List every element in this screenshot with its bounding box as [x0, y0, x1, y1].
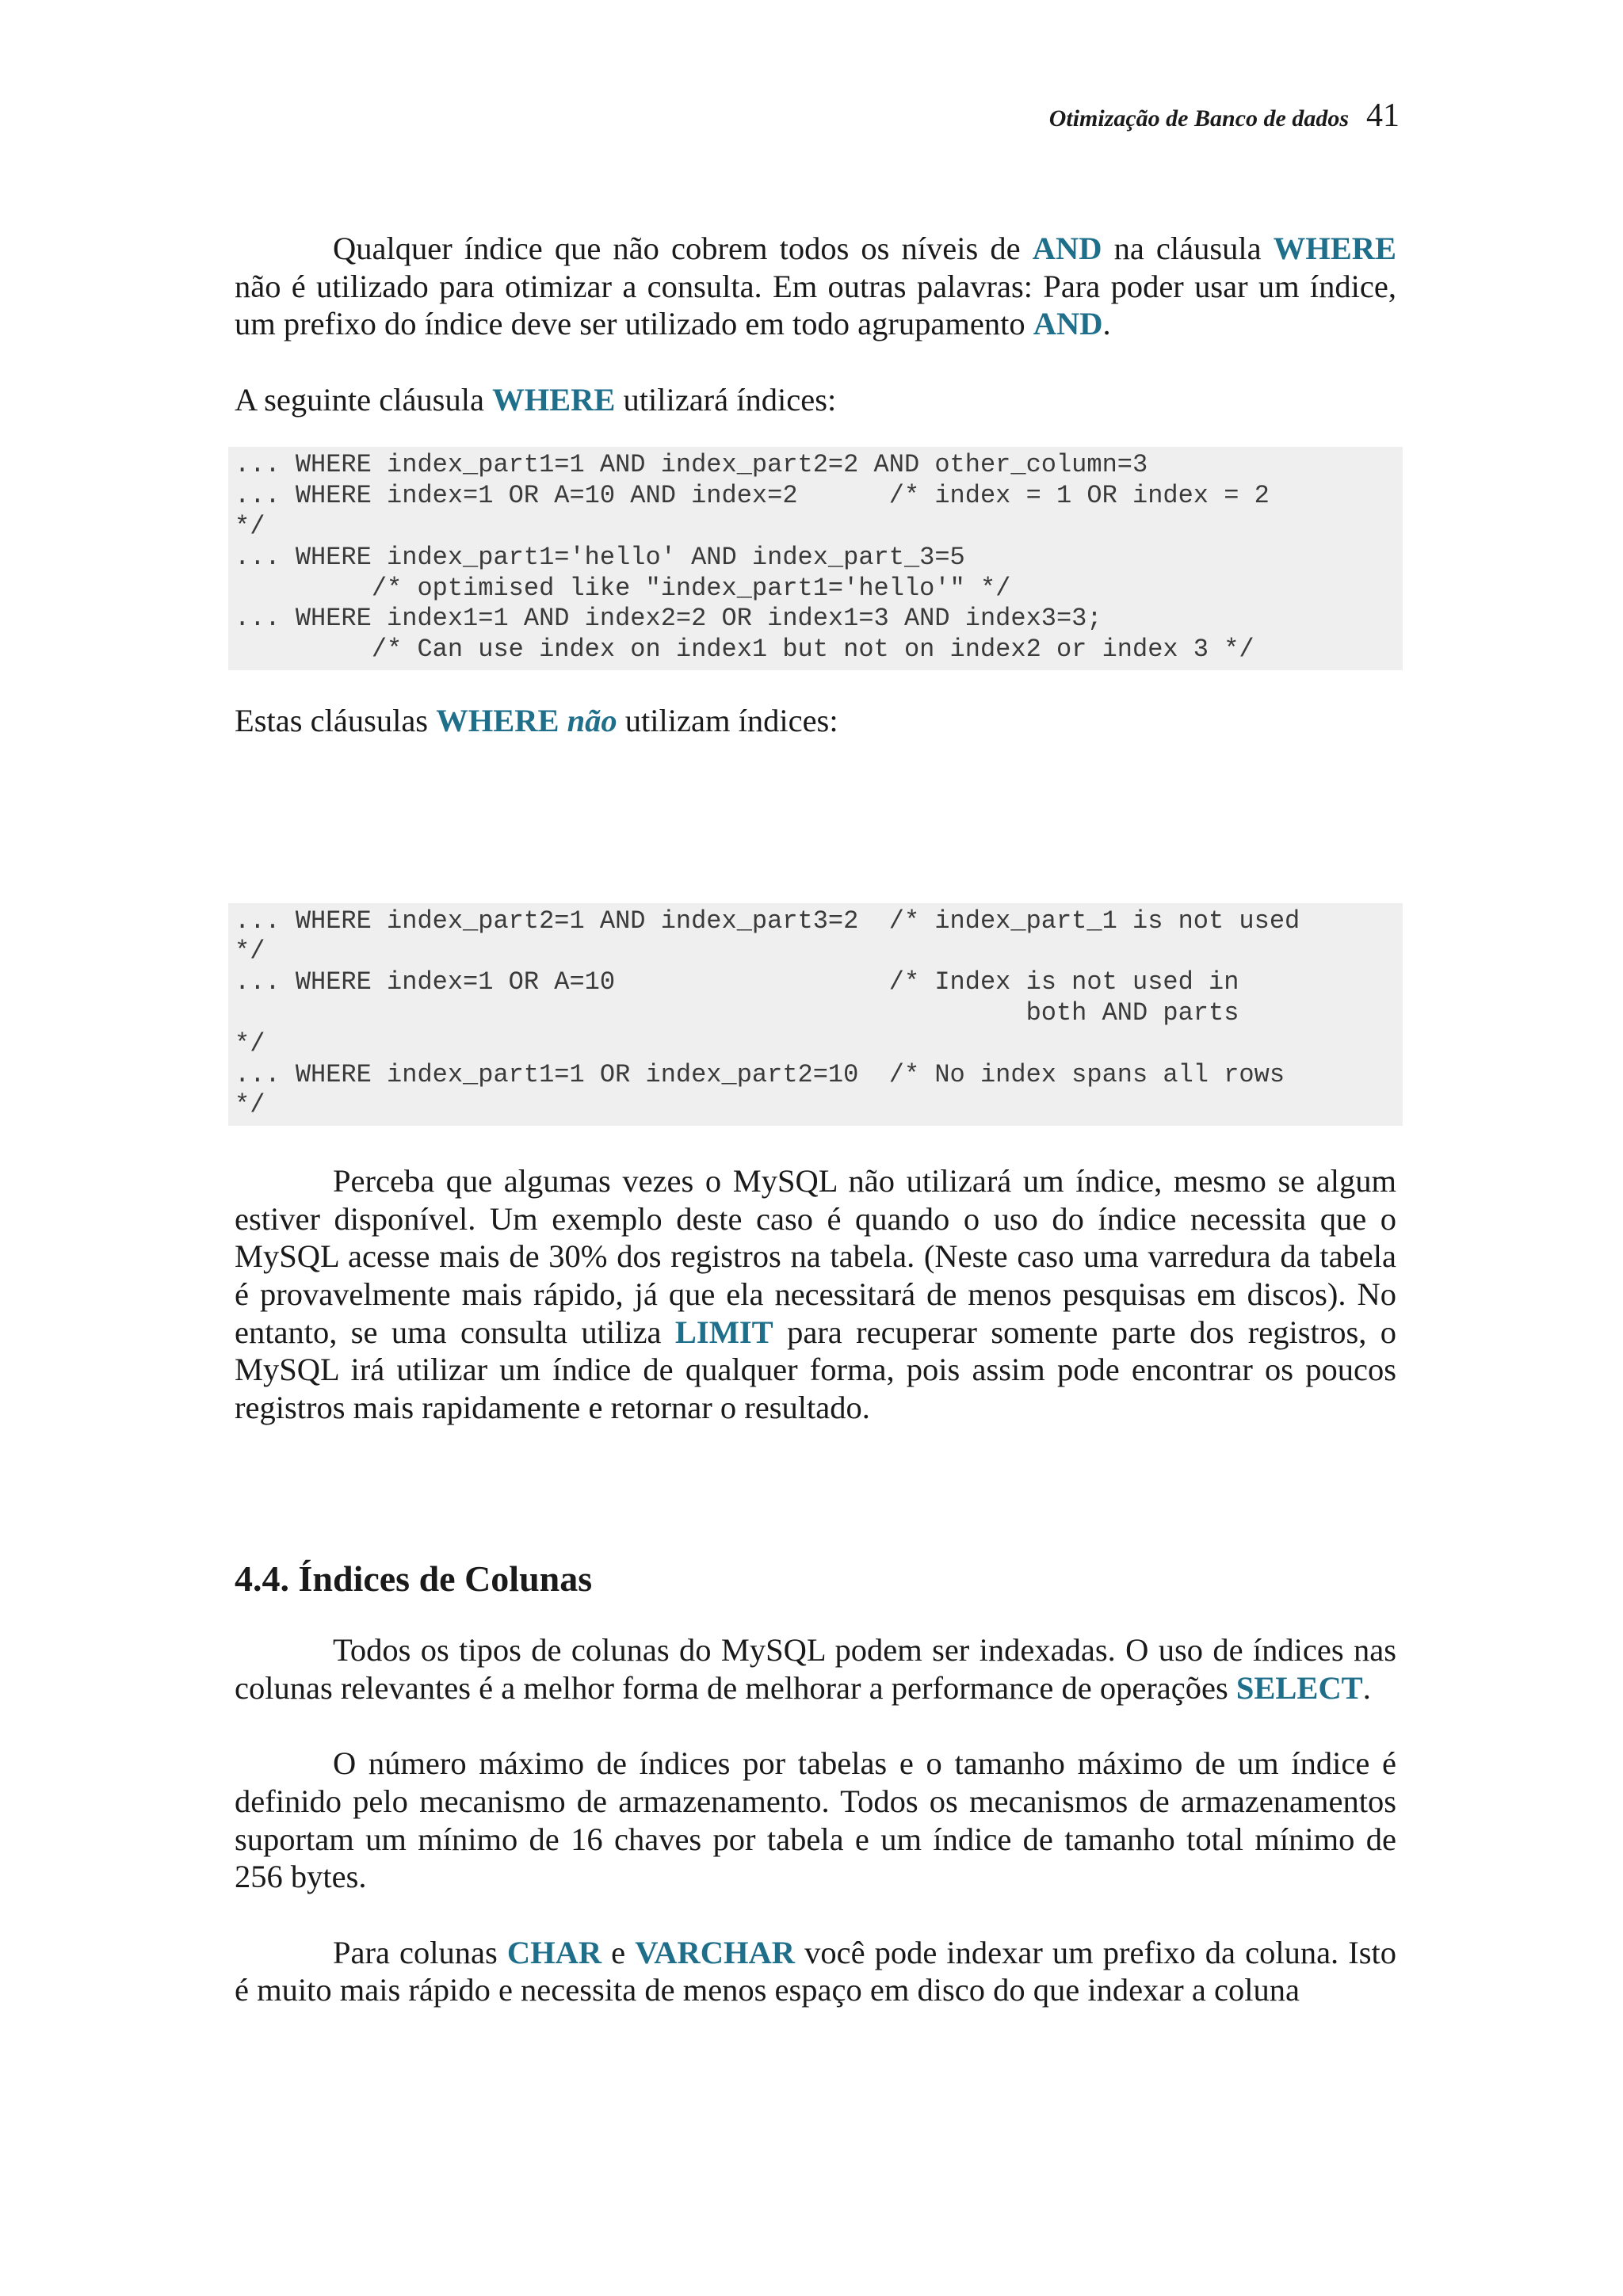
paragraph-3: [235, 702, 1396, 740]
keyword-select: SELECT: [1235, 1669, 1363, 1706]
paragraph-5: [235, 1631, 1396, 1707]
keyword-and: AND: [1033, 306, 1103, 342]
emphasis-nao: não: [567, 702, 617, 738]
paragraph-7: [235, 1934, 1396, 2009]
keyword-varchar: VARCHAR: [635, 1934, 796, 1970]
text: utilizam índices:: [617, 702, 838, 738]
keyword-where: WHERE: [1273, 231, 1397, 266]
text: Para colunas: [333, 1934, 507, 1970]
page-content: [235, 230, 1396, 2009]
text: [559, 703, 567, 738]
text: .: [1362, 1669, 1371, 1706]
keyword-where: WHERE: [492, 381, 616, 418]
keyword-char: CHAR: [506, 1934, 602, 1970]
section-heading: 4.4. Índices de Colunas: [235, 1558, 593, 1600]
text: Estas cláusulas: [235, 702, 437, 738]
keyword-and: AND: [1032, 231, 1102, 266]
text: você pode indexar um prefixo da coluna. Isto é muito mais rápido e necessita de menos espaço em disco do que indexar a coluna: [235, 1934, 1396, 2008]
paragraph-6: O número máximo de índices por tabelas e o tamanho máximo de um índice é definido pelo mecanismo de armazenamento. Todos os mecanismos de armazenamentos suportam um mínimo de 16 chaves por tabela e um índice de tamanho total mínimo de 256 bytes.: [235, 1745, 1396, 1895]
text: Todos os tipos de colunas do MySQL podem ser indexadas. O uso de índices nas colunas relevantes é a melhor forma de melhorar a performance de operações: [235, 1632, 1396, 1706]
text: utilizará índices:: [615, 381, 837, 418]
text: e: [601, 1934, 636, 1970]
running-header: [1049, 97, 1400, 135]
text: A seguinte cláusula: [235, 381, 493, 418]
paragraph-2: [235, 381, 1396, 419]
text: para recuperar somente parte dos registros, o MySQL irá utilizar um índice de qualquer forma, pois assim pode encontrar os poucos registros mais rapidamente e retornar o resultado.: [235, 1314, 1396, 1425]
paragraph-4: [235, 1162, 1396, 1426]
page-number: 41: [1366, 97, 1400, 134]
text: não é utilizado para otimizar a consulta. Em outras palavras: Para poder usar um índice, um prefixo do índice deve ser utilizado em todo agrupamento: [235, 268, 1396, 342]
keyword-where: WHERE: [436, 702, 559, 738]
text: Perceba que algumas vezes o MySQL não utilizará um índice, mesmo se algum estiver disponível. Um exemplo deste caso é quando o uso do índice necessita que o MySQL acesse mais de 30% dos registros na tabela. (Neste caso uma varredura da tabela é provavelmente mais rápido, já que ela necessitará de menos pesquisas em discos). No entanto, se uma consulta utiliza: [235, 1163, 1396, 1350]
code-block-2: ... WHERE index_part2=1 AND index_part3=2 /* index_part_1 is not used */ ... WHERE index=1 OR A=10 /* Index is not used in both AND parts */ ... WHERE index_part1=1 OR index_part2=10 /* No index spans all rows */: [228, 903, 1403, 1127]
text: na cláusula: [1102, 231, 1274, 266]
text: Qualquer índice que não cobrem todos os níveis de: [333, 231, 1033, 266]
text: .: [1102, 306, 1111, 342]
keyword-limit: LIMIT: [674, 1314, 773, 1350]
header-title: Otimização de Banco de dados: [1048, 105, 1349, 132]
code-block-1: ... WHERE index_part1=1 AND index_part2=2 AND other_column=3 ... WHERE index=1 OR A=10 AND index=2 /* index = 1 OR index = 2 */ ... WHERE index_part1='hello' AND index_part_3=5 /* optimised like "index_part1='hello'" */ ... WHERE index1=1 AND index2=2 OR index1=3 AND index3=3; /* Can use index on index1 but not on index2 or index 3 */: [228, 447, 1403, 670]
paragraph-1: [235, 230, 1396, 343]
